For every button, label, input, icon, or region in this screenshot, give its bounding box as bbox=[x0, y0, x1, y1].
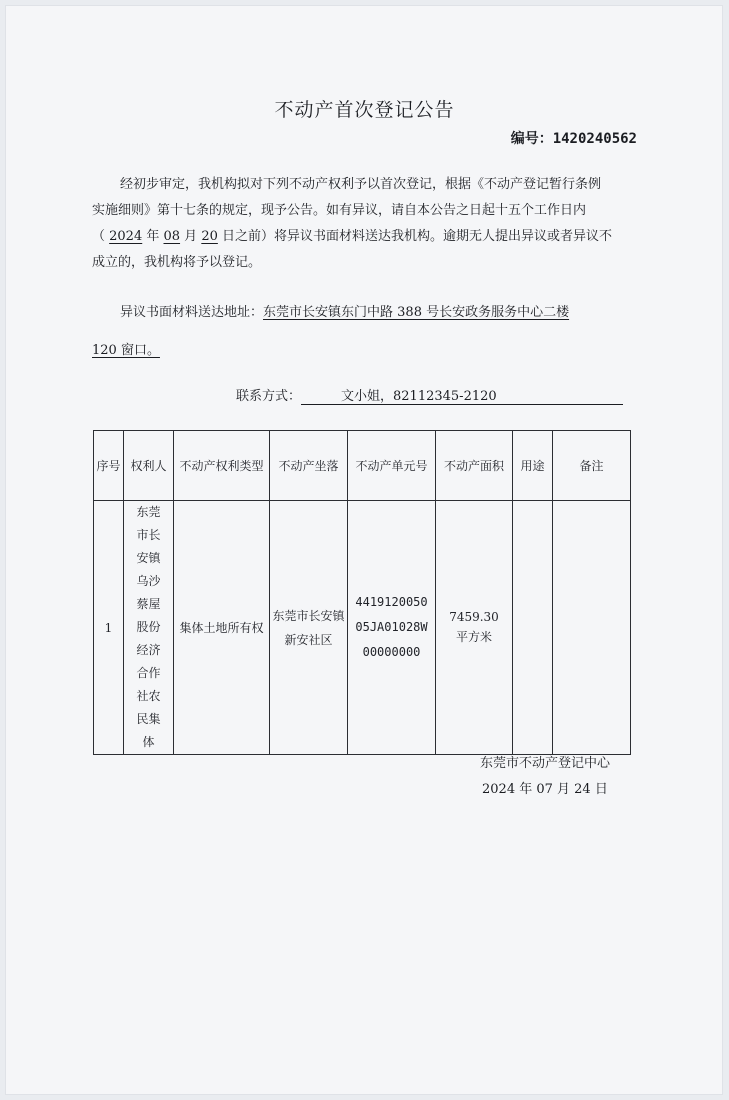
right-type-text: 集体土地所有权 bbox=[179, 620, 264, 635]
contact-label: 联系方式： bbox=[236, 389, 302, 404]
cell-usage bbox=[513, 501, 553, 755]
address-line-1 bbox=[92, 300, 652, 326]
notice-paragraph bbox=[92, 172, 640, 276]
issue-date: 2024 年 07 月 24 日 bbox=[482, 782, 608, 797]
cell-right-type bbox=[174, 501, 270, 755]
paragraph-line-1: 经初步审定，我机构拟对下列不动产权利予以首次登记，根据《不动产登记暂行条例 bbox=[120, 177, 602, 192]
property-table bbox=[93, 430, 631, 755]
cell-seq: 1 bbox=[94, 501, 124, 755]
address-value-2: 120 窗口。 bbox=[92, 343, 160, 358]
paragraph-line-3 bbox=[92, 224, 640, 250]
deadline-year: 2024 bbox=[109, 229, 143, 244]
unit-no-text: 441912005005JA01028W00000000 bbox=[355, 595, 428, 659]
cell-remark bbox=[553, 501, 631, 755]
header-owner: 权利人 bbox=[124, 431, 174, 501]
header-location: 不动产坐落 bbox=[270, 431, 348, 501]
header-remark: 备注 bbox=[553, 431, 631, 501]
deadline-tail: 日之前）将异议书面材料送达我机构。逾期无人提出异议或者异议不 bbox=[217, 229, 612, 244]
cell-location bbox=[270, 501, 348, 755]
objection-address bbox=[92, 300, 652, 364]
contact-value: 文小姐，82112345-2120 bbox=[301, 385, 623, 405]
issuer-org: 东莞市不动产登记中心 bbox=[480, 756, 611, 771]
header-unit-no: 不动产单元号 bbox=[348, 431, 436, 501]
cell-area bbox=[436, 501, 513, 755]
cell-unit-no bbox=[348, 501, 436, 755]
location-text: 东莞市长安镇新安社区 bbox=[272, 608, 345, 647]
header-usage: 用途 bbox=[513, 431, 553, 501]
table-row bbox=[94, 501, 631, 755]
deadline-month: 08 bbox=[163, 229, 181, 244]
cell-owner bbox=[124, 501, 174, 755]
address-value-1: 东莞市长安镇东门中路 388 号长安政务服务中心二楼 bbox=[263, 305, 570, 320]
serial-value: 1420240562 bbox=[552, 131, 637, 147]
paragraph-line-4: 成立的，我机构将予以登记。 bbox=[92, 255, 262, 270]
header-area: 不动产面积 bbox=[436, 431, 513, 501]
document-title: 不动产首次登记公告 bbox=[274, 99, 455, 121]
contact-info bbox=[236, 385, 623, 405]
paren-open: （ bbox=[92, 229, 110, 244]
month-unit: 月 bbox=[180, 229, 202, 244]
year-unit: 年 bbox=[142, 229, 164, 244]
owner-text: 东莞市长安镇乌沙蔡屋股份经济合作社农民集体 bbox=[136, 505, 161, 749]
deadline-day: 20 bbox=[201, 229, 218, 244]
area-unit: 平方米 bbox=[455, 630, 492, 644]
header-seq: 序号 bbox=[94, 431, 124, 501]
paragraph-line-2: 实施细则》第十七条的规定，现予公告。如有异议，请自本公告之日起十五个工作日内 bbox=[92, 203, 587, 218]
table-header-row bbox=[94, 431, 631, 501]
serial-label: 编号： bbox=[510, 131, 553, 147]
serial-number bbox=[511, 128, 637, 148]
address-label: 异议书面材料送达地址： bbox=[120, 305, 264, 320]
area-value: 7459.30 bbox=[449, 610, 499, 624]
header-right-type: 不动产权利类型 bbox=[174, 431, 270, 501]
